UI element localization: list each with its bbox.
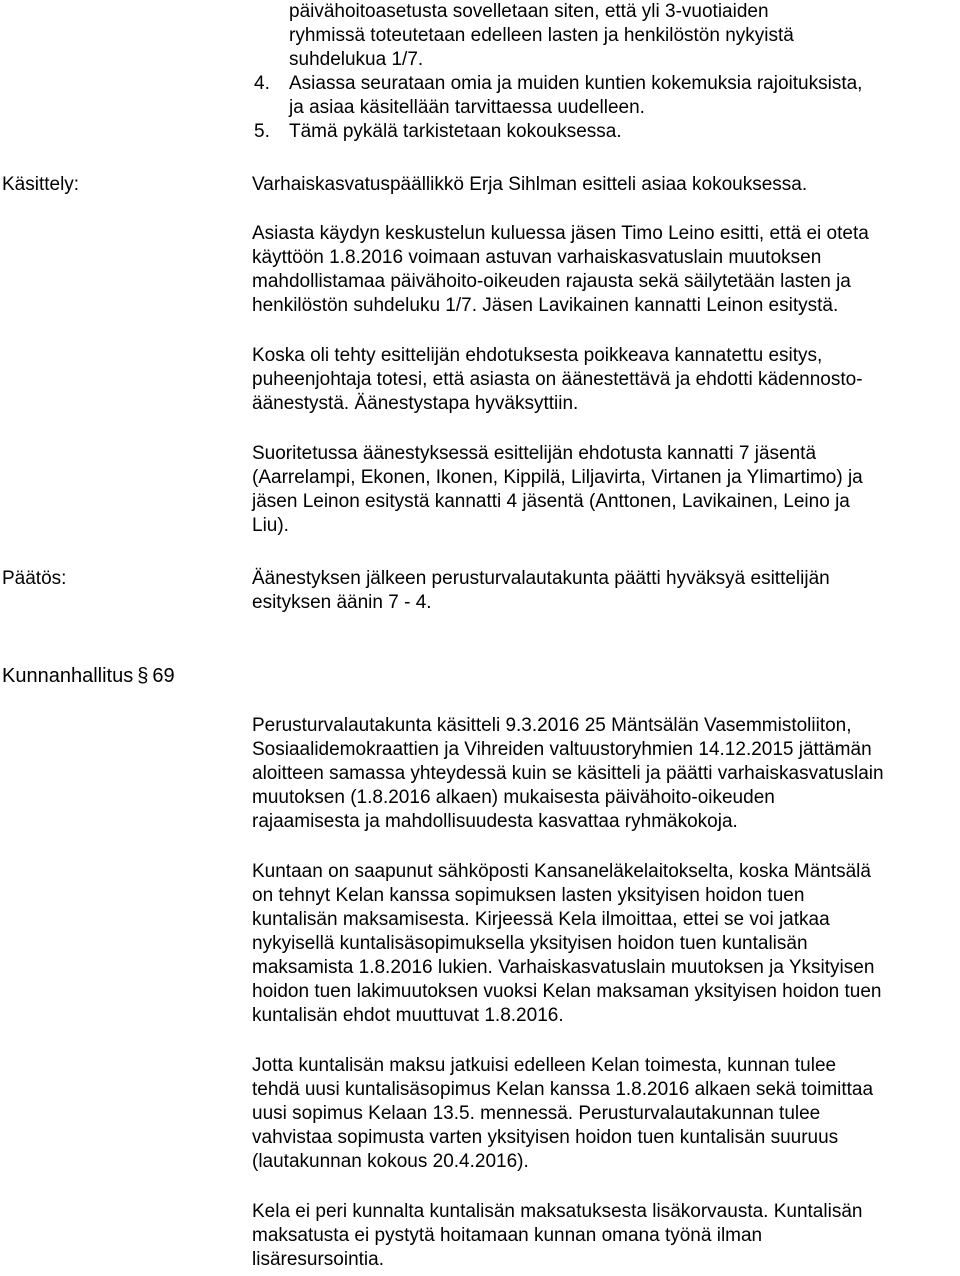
kasittely-line: Liu). xyxy=(252,515,289,536)
kasittely-line: puheenjohtaja totesi, että asiasta on äänestettävä ja ehdotti kädennosto- xyxy=(252,369,863,390)
kasittely-line: mahdollistamaa päivähoito-oikeuden rajausta sekä säilytetään lasten ja xyxy=(252,271,851,292)
list-item-line: Asiassa seurataan omia ja muiden kuntien kokemuksia rajoituksista, xyxy=(289,73,863,94)
kasittely-line: Varhaiskasvatuspäällikkö Erja Sihlman esitteli asiaa kokouksessa. xyxy=(252,174,808,195)
section-name: Kunnanhallitus xyxy=(2,665,134,687)
body-line: nykyisellä kuntalisäsopimuksella yksityisen hoidon tuen kuntalisän xyxy=(252,933,808,954)
list-item-line: Tämä pykälä tarkistetaan kokouksessa. xyxy=(289,121,622,142)
body-line: Kela ei peri kunnalta kuntalisän maksatuksesta lisäkorvausta. Kuntalisän xyxy=(252,1201,863,1222)
kasittely-line: käyttöön 1.8.2016 voimaan astuvan varhaiskasvatuslain muutoksen xyxy=(252,247,822,268)
paatos-line: Äänestyksen jälkeen perusturvalautakunta päätti hyväksyä esittelijän xyxy=(252,568,830,589)
list-item-line: päivähoitoasetusta sovelletaan siten, että yli 3-vuotiaiden xyxy=(289,1,769,22)
body-line: Sosiaalidemokraattien ja Vihreiden valtuustoryhmien 14.12.2015 jättämän xyxy=(252,739,872,760)
body-line: aloitteen samassa yhteydessä kuin se käsitteli ja päätti varhaiskasvatuslain xyxy=(252,763,884,784)
body-line: kuntalisän ehdot muuttuvat 1.8.2016. xyxy=(252,1005,564,1026)
kasittely-label: Käsittely: xyxy=(2,174,80,195)
body-line: (lautakunnan kokous 20.4.2016). xyxy=(252,1151,529,1172)
paatos-line: esityksen äänin 7 - 4. xyxy=(252,592,432,613)
kasittely-line: (Aarrelampi, Ekonen, Ikonen, Kippilä, Liljavirta, Virtanen ja Ylimartimo) ja xyxy=(252,467,863,488)
body-line: on tehnyt Kelan kanssa sopimuksen lasten yksityisen hoidon tuen xyxy=(252,885,805,906)
body-line: uusi sopimus Kelaan 13.5. mennessä. Perusturvalautakunnan tulee xyxy=(252,1103,821,1124)
list-item-line: suhdelukua 1/7. xyxy=(289,49,424,70)
body-line: tehdä uusi kuntalisäsopimus Kelan kanssa 1.8.2016 alkaen sekä toimittaa xyxy=(252,1079,874,1100)
body-line: maksamista 1.8.2016 lukien. Varhaiskasvatuslain muutoksen ja Yksityisen xyxy=(252,957,875,978)
body-line: maksatusta ei pystytä hoitamaan kunnan omana työnä ilman xyxy=(252,1225,763,1246)
section-symbol: § xyxy=(137,665,149,687)
body-line: hoidon tuen lakimuutoksen vuoksi Kelan maksaman yksityisen hoidon tuen xyxy=(252,981,882,1002)
body-line: Jotta kuntalisän maksu jatkuisi edelleen Kelan toimesta, kunnan tulee xyxy=(252,1055,837,1076)
body-line: lisäresursointia. xyxy=(252,1249,384,1270)
kasittely-line: äänestystä. Äänestystapa hyväksyttiin. xyxy=(252,393,579,414)
body-line: Kuntaan on saapunut sähköposti Kansaneläkelaitokselta, koska Mäntsälä xyxy=(252,861,871,882)
kasittely-line: Suoritetussa äänestyksessä esittelijän ehdotusta kannatti 7 jäsentä xyxy=(252,443,817,464)
list-item-number: 4. xyxy=(254,73,270,94)
kasittely-line: Asiasta käydyn keskustelun kuluessa jäsen Timo Leino esitti, että ei oteta xyxy=(252,223,869,244)
kasittely-line: Koska oli tehty esittelijän ehdotuksesta poikkeava kannatettu esitys, xyxy=(252,345,823,366)
body-line: muutoksen (1.8.2016 alkaen) mukaisesta päivähoito-oikeuden xyxy=(252,787,775,808)
kasittely-line: henkilöstön suhdeluku 1/7. Jäsen Lavikainen kannatti Leinon esitystä. xyxy=(252,295,839,316)
body-line: rajaamisesta ja mahdollisuudesta kasvattaa ryhmäkokoja. xyxy=(252,811,738,832)
list-item-line: ja asiaa käsitellään tarvittaessa uudelleen. xyxy=(289,97,645,118)
paatos-label: Päätös: xyxy=(2,568,67,589)
body-line: vahvistaa sopimusta varten yksityisen hoidon tuen kuntalisän suuruus xyxy=(252,1127,839,1148)
body-line: kuntalisän maksamisesta. Kirjeessä Kela ilmoittaa, ettei se voi jatkaa xyxy=(252,909,830,930)
body-line: Perusturvalautakunta käsitteli 9.3.2016 25 Mäntsälän Vasemmistoliiton, xyxy=(252,715,852,736)
list-item-number: 5. xyxy=(254,121,270,142)
kasittely-line: jäsen Leinon esitystä kannatti 4 jäsentä (Anttonen, Lavikainen, Leino ja xyxy=(252,491,850,512)
section-heading xyxy=(2,664,175,688)
section-number: 69 xyxy=(152,665,175,687)
list-item-line: ryhmissä toteutetaan edelleen lasten ja henkilöstön nykyistä xyxy=(289,25,794,46)
